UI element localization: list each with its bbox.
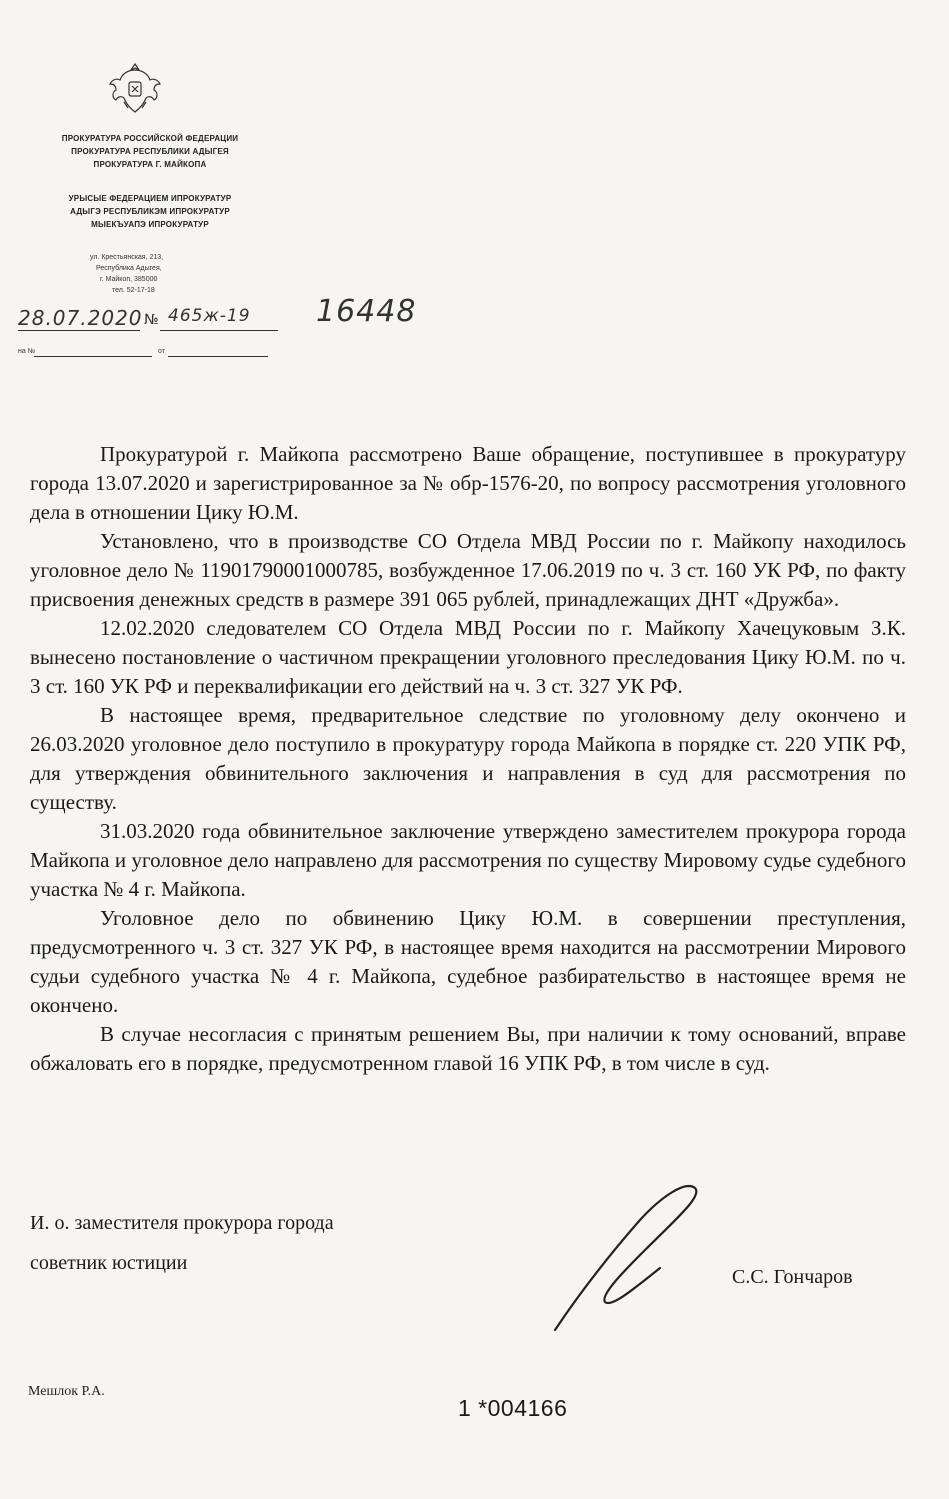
registration-number-underline: [160, 330, 278, 331]
ref-number-label: на №: [18, 348, 36, 355]
executor-name: Мешлок Р.А.: [28, 1384, 105, 1399]
body-paragraph: В случае несогласия с принятым решением Вы, при наличии к тому оснований, вправе обжаловать его в порядке, предусмотренном главой 16 УПК РФ, в том числе в суд.: [30, 1022, 906, 1075]
address-line: ул. Крестьянская, 213,: [90, 254, 164, 261]
form-serial-number: 1 *004166: [458, 1395, 568, 1421]
signatory-name: С.С. Гончаров: [732, 1266, 853, 1288]
reference-line: [18, 346, 278, 360]
handwritten-signature: [545, 1180, 725, 1340]
body-paragraph: Установлено, что в производстве СО Отдела МВД России по г. Майкопу находилось уголовное дело № 11901790001000785, возбужденное 17.06.2019 по ч. 3 ст. 160 УК РФ, по факту присвоения денежных средств в размере 391 065 рублей, принадлежащих ДНТ «Дружба».: [30, 529, 906, 611]
letter-body: [30, 440, 906, 1078]
agency-header-russian: [10, 132, 290, 171]
coat-of-arms-emblem: [104, 58, 166, 120]
address-line: г. Майкоп, 385000: [100, 276, 158, 283]
incoming-number: 16448: [316, 294, 417, 329]
agency-header-adyghe: [10, 192, 290, 231]
signatory-position: И. о. заместителя прокурора города: [30, 1212, 334, 1234]
agency-line: УРЫСЫЕ ФЕДЕРАЦИЕМ ИПРОКУРАТУР: [68, 194, 232, 203]
agency-line: ПРОКУРАТУРА РЕСПУБЛИКИ АДЫГЕЯ: [71, 147, 229, 156]
agency-line: ПРОКУРАТУРА РОССИЙСКОЙ ФЕДЕРАЦИИ: [61, 134, 239, 143]
ref-date-underline: [168, 356, 268, 357]
ref-number-underline: [34, 356, 152, 357]
body-paragraph: Уголовное дело по обвинению Цику Ю.М. в совершении преступления, предусмотренного ч. 3 ст. 327 УК РФ, в настоящее время находится на рассмотрении Мирового судьи судебного участка № 4 г. Майкопа, судебное разбирательство в настоящее время не окончено.: [30, 906, 906, 1017]
number-sign-icon: №: [144, 312, 160, 328]
registration-number: 465ж-19: [168, 306, 251, 326]
body-paragraph: В настоящее время, предварительное следствие по уголовному делу окончено и 26.03.2020 уголовное дело поступило в прокуратуру города Майкопа в порядке ст. 220 УПК РФ, для утверждения обвинительного заключения и направления в суд для рассмотрения по существу.: [30, 703, 906, 814]
registration-date: 28.07.2020: [18, 306, 143, 330]
ref-date-label: от: [158, 348, 165, 355]
address-line: тел. 52-17-18: [112, 287, 155, 294]
agency-line: ПРОКУРАТУРА Г. МАЙКОПА: [93, 160, 207, 169]
registration-date-underline: [18, 330, 140, 331]
agency-address: [82, 252, 222, 296]
agency-line: МЫЕКЪУАПЭ ИПРОКУРАТУР: [91, 220, 209, 229]
address-line: Республика Адыгея,: [96, 265, 162, 272]
body-paragraph: 31.03.2020 года обвинительное заключение утверждено заместителем прокурора города Майкопа и уголовное дело направлено для рассмотрения по существу Мировому судье судебного участка № 4 г. Майкопа.: [30, 819, 906, 901]
body-paragraph: Прокуратурой г. Майкопа рассмотрено Ваше обращение, поступившее в прокуратуру города 13.07.2020 и зарегистрированное за № обр-1576-20, по вопросу рассмотрения уголовного дела в отношении Цику Ю.М.: [30, 442, 906, 524]
signatory-rank: советник юстиции: [30, 1252, 188, 1274]
agency-line: АДЫГЭ РЕСПУБЛИКЭМ ИПРОКУРАТУР: [70, 207, 230, 216]
body-paragraph: 12.02.2020 следователем СО Отдела МВД России по г. Майкопу Хачецуковым З.К. вынесено постановление о частичном прекращении уголовного преследования Цику Ю.М. по ч. 3 ст. 160 УК РФ и переквалификации его действий на ч. 3 ст. 327 УК РФ.: [30, 616, 906, 698]
